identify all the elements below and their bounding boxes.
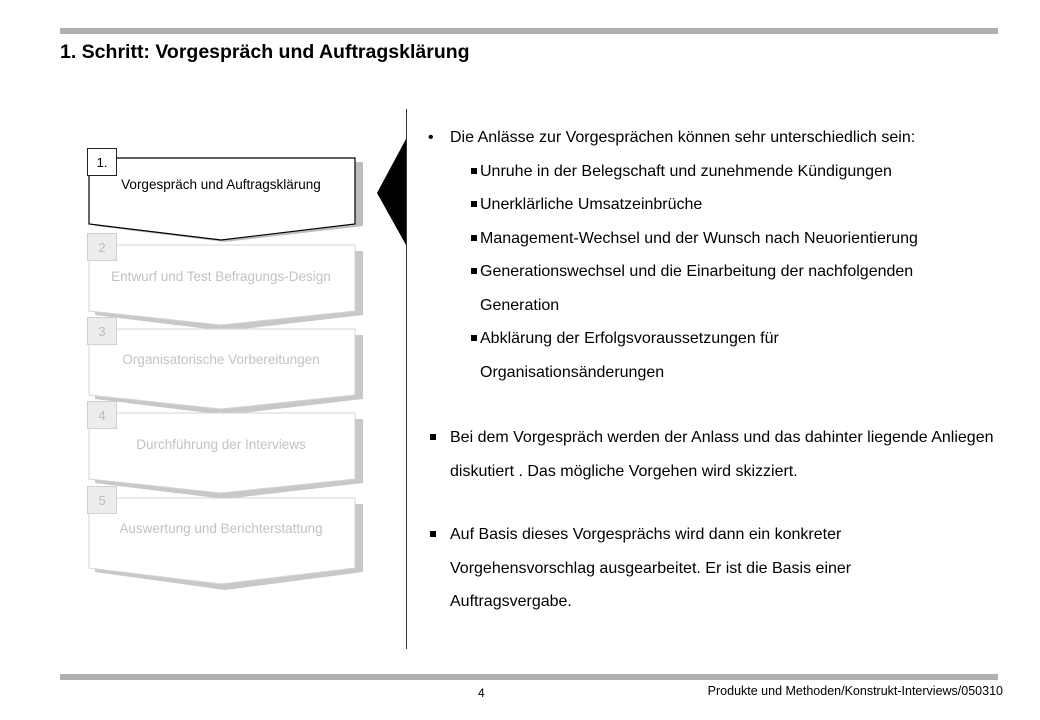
- step-4-number: 4: [87, 401, 117, 429]
- step-5-number: 5: [87, 486, 117, 514]
- square-bullet-icon: [471, 268, 477, 274]
- paragraph-vorgehensvorschlag: Auf Basis dieses Vorgesprächs wird dann ein konkreter Vorgehensvorschlag ausgearbeitet. Er ist die Basis einer Auftragsvergabe.: [428, 518, 970, 619]
- square-bullet-icon: [471, 335, 477, 341]
- square-bullet-icon: [471, 235, 477, 241]
- step-3-number: 3: [87, 317, 117, 345]
- step-5[interactable]: [87, 486, 373, 582]
- list-item: Abklärung der Erfolgsvoraussetzungen für Organisationsänderungen: [480, 322, 840, 389]
- bullet-dot-icon: •: [428, 129, 434, 146]
- list-item: Unruhe in der Belegschaft und zunehmende Kündigungen: [480, 155, 1018, 189]
- step-1-number: 1.: [87, 148, 117, 176]
- square-bullet-icon: [430, 434, 436, 440]
- page-title: 1. Schritt: Vorgespräch und Auftragsklärung: [60, 41, 470, 63]
- page-number: 4: [478, 686, 485, 700]
- active-step-pointer-icon: [377, 139, 407, 247]
- step-3-label: Organisatorische Vorbereitungen: [122, 352, 320, 367]
- list-item: Unerklärliche Umsatzeinbrüche: [480, 188, 1018, 222]
- step-1[interactable]: [87, 148, 373, 244]
- square-bullet-icon: [430, 531, 436, 537]
- step-4-label: Durchführung der Interviews: [136, 437, 306, 452]
- content-area: [428, 121, 1018, 619]
- step-1-label: Vorgespräch und Auftragsklärung: [121, 177, 321, 192]
- occasion-list: [428, 155, 1018, 390]
- document-reference: Produkte und Methoden/Konstrukt-Interviews/050310: [707, 684, 1003, 698]
- list-item: Management-Wechsel und der Wunsch nach Neuorientierung: [480, 222, 1018, 256]
- step-2-label: Entwurf und Test Befragungs-Design: [111, 269, 331, 284]
- bottom-rule: [60, 674, 998, 680]
- square-bullet-icon: [471, 201, 477, 207]
- list-item: Generationswechsel und die Einarbeitung der nachfolgenden Generation: [480, 255, 950, 322]
- step-2-number: 2: [87, 233, 117, 261]
- step-4[interactable]: [87, 401, 373, 497]
- top-rule: [60, 28, 998, 34]
- square-bullet-icon: [471, 168, 477, 174]
- vertical-divider: [406, 109, 407, 649]
- lead-text: Die Anlässe zur Vorgesprächen können sehr unterschiedlich sein:: [450, 129, 916, 146]
- step-5-label: Auswertung und Berichterstattung: [119, 521, 323, 536]
- step-3[interactable]: [87, 317, 373, 413]
- step-2[interactable]: [87, 233, 373, 329]
- lead-bullet: [428, 121, 1018, 155]
- paragraph-vorgespraech: Bei dem Vorgespräch werden der Anlass und das dahinter liegende Anliegen diskutiert . Das mögliche Vorgehen wird skizziert.: [428, 421, 1010, 488]
- step-1-chevron-shape: [87, 148, 373, 244]
